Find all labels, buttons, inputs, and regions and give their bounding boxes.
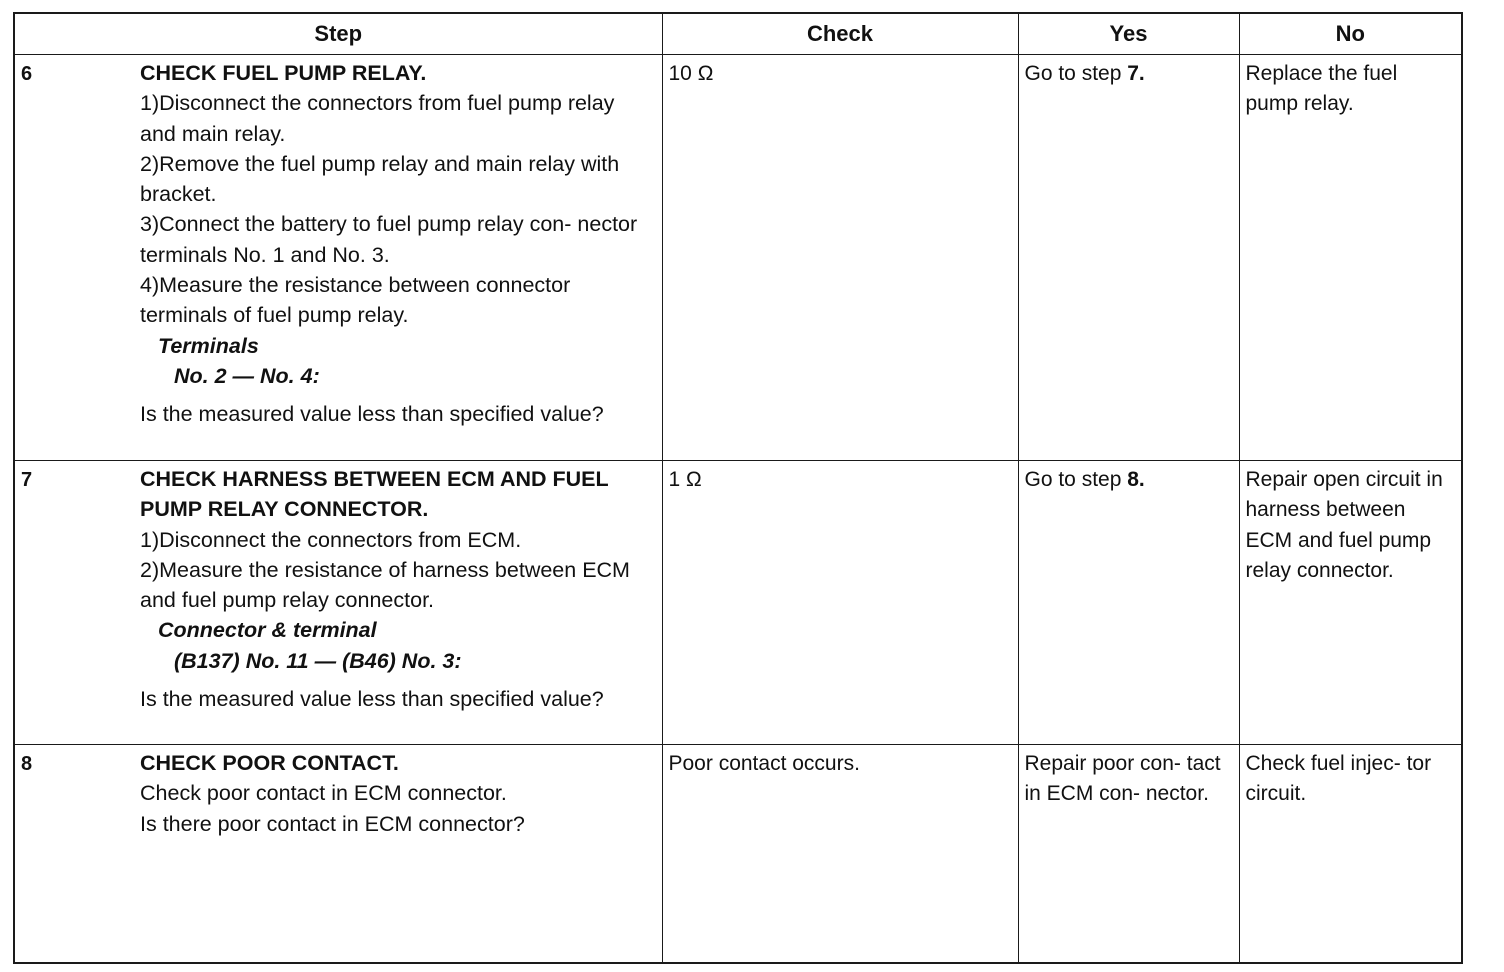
yes-value [1019,461,1239,499]
yes-cell [1018,461,1239,745]
no-cell [1239,745,1462,963]
instruction-line: 4)Measure the resistance between connector terminals of fuel pump relay. [140,273,571,328]
instruction-line: 2)Remove the fuel pump relay and main relay with bracket. [140,151,620,207]
step-number: 8 [21,753,33,775]
column-header-step: Step [14,13,662,55]
spec-label: Connector & terminal [158,618,377,643]
step-number: 6 [21,63,33,85]
diagnostic-table [13,12,1463,964]
step-question: Is the measured value less than specified value? [140,402,604,427]
no-cell [1239,55,1462,461]
instruction-line: 1)Disconnect the connectors from ECM. [140,527,522,552]
spec-value: (B137) No. 11 — (B46) No. 3: [174,648,462,673]
spec-value: No. 2 — No. 4: [174,363,320,388]
yes-cell [1018,55,1239,461]
check-value: Poor contact occurs. [668,752,860,775]
step-cell [14,745,662,963]
yes-value [1019,55,1239,93]
table-row-step-6 [14,55,1462,461]
step-title: CHECK HARNESS BETWEEN ECM AND FUEL PUMP RELAY CONNECTOR. [140,467,609,522]
column-header-no: No [1239,13,1462,55]
instruction-line: 3)Connect the battery to fuel pump relay con- nector terminals No. 1 and No. 3. [140,212,638,267]
column-header-yes: Yes [1018,13,1239,55]
table-header-row [14,13,1462,55]
step-body [140,461,662,714]
step-number: 7 [21,469,33,491]
step-body [140,55,662,430]
check-cell [662,55,1018,461]
yes-step-link: 8. [1127,468,1145,491]
instruction-line: Is there poor contact in ECM connector? [140,811,525,836]
check-cell [662,461,1018,745]
column-header-check: Check [662,13,1018,55]
step-title: CHECK POOR CONTACT. [140,751,399,775]
table-row-step-7 [14,461,1462,745]
instruction-line: 2)Measure the resistance of harness between ECM and fuel pump relay connector. [140,557,630,613]
yes-prefix: Go to step [1024,468,1128,491]
yes-value: Repair poor con- tact in ECM con- nector. [1024,752,1221,806]
check-cell [662,745,1018,963]
table-row-step-8 [14,745,1462,963]
step-question: Is the measured value less than specified value? [140,687,604,712]
yes-prefix: Go to step [1024,62,1128,85]
step-title: CHECK FUEL PUMP RELAY. [140,61,427,85]
no-cell [1239,461,1462,745]
step-cell [14,55,662,461]
instruction-line: 1)Disconnect the connectors from fuel pump relay and main relay. [140,91,615,146]
instruction-line: Check poor contact in ECM connector. [140,781,507,806]
no-value: Repair open circuit in harness between ECM and fuel pump relay connector. [1245,468,1443,582]
yes-step-link: 7. [1127,62,1145,85]
step-cell [14,461,662,745]
no-value: Replace the fuel pump relay. [1245,62,1398,116]
step-body [140,745,662,839]
yes-cell [1018,745,1239,963]
spec-label: Terminals [158,333,259,358]
check-value: 10 Ω [668,62,714,85]
no-value: Check fuel injec- tor circuit. [1245,752,1432,806]
check-value: 1 Ω [668,468,702,491]
